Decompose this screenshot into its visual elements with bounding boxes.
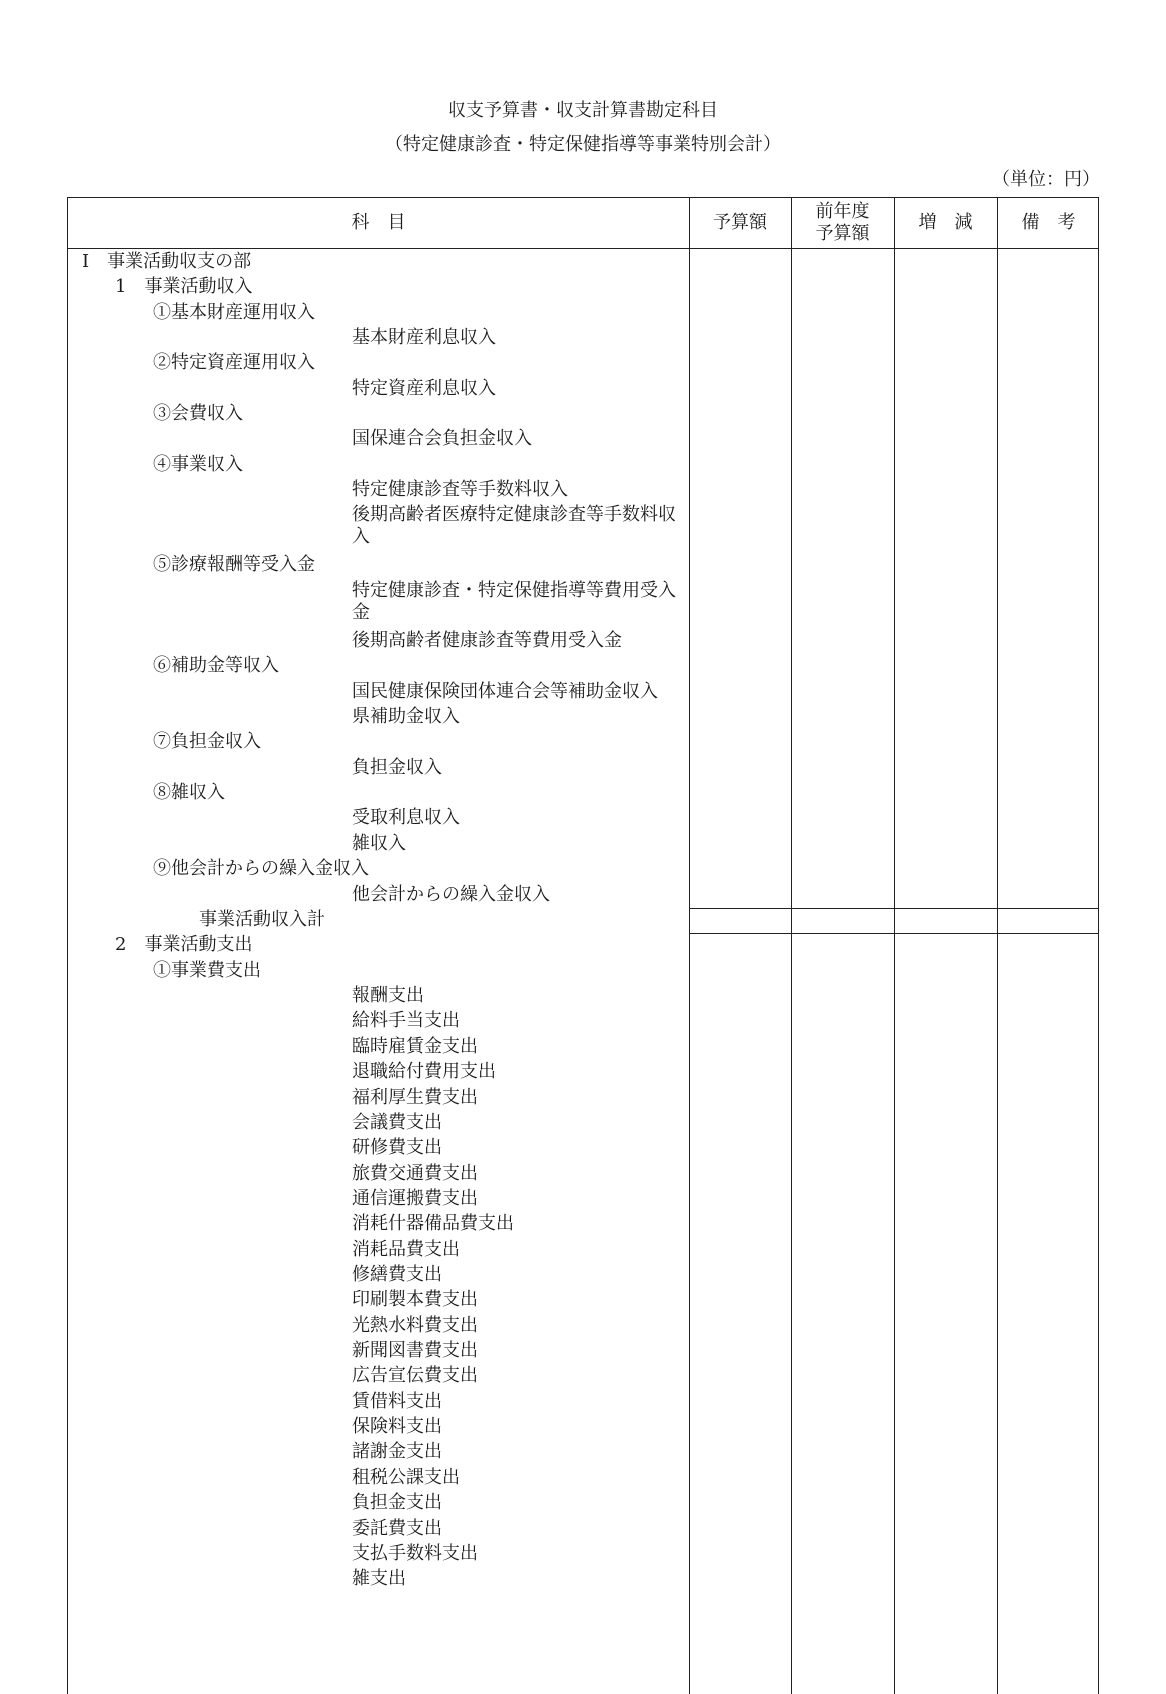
account-item: 負担金支出 bbox=[352, 1492, 442, 1513]
account-item: 新聞図書費支出 bbox=[352, 1340, 478, 1361]
subcategory-item: ⑧雑収入 bbox=[153, 782, 225, 803]
account-item: 広告宣伝費支出 bbox=[352, 1365, 478, 1386]
account-item: 負担金収入 bbox=[352, 757, 442, 778]
account-item: 印刷製本費支出 bbox=[352, 1289, 478, 1310]
account-item: 国民健康保険団体連合会等補助金収入 bbox=[352, 681, 658, 702]
header-budget: 予算額 bbox=[713, 212, 767, 233]
header-subject: 科 目 bbox=[351, 212, 406, 233]
account-item: 委託費支出 bbox=[352, 1518, 442, 1539]
subtotal-top-line bbox=[689, 908, 1098, 909]
subcategory-item: ①事業費支出 bbox=[153, 960, 261, 981]
account-item: 賃借料支出 bbox=[352, 1391, 442, 1412]
account-item: 雑収入 bbox=[352, 833, 406, 854]
account-item: 旅費交通費支出 bbox=[352, 1163, 478, 1184]
subcategory-item: ⑦負担金収入 bbox=[153, 731, 261, 752]
account-item: 後期高齢者医療特定健康診査等手数料収入 bbox=[352, 504, 676, 547]
header-divider bbox=[68, 248, 1098, 249]
subcategory-item: ①基本財産運用収入 bbox=[153, 302, 315, 323]
column-divider bbox=[791, 198, 792, 1694]
header-previous-line1: 前年度 bbox=[815, 201, 870, 222]
account-item: 特定健康診査・特定保健指導等費用受入金 bbox=[352, 580, 676, 623]
account-item: 県補助金収入 bbox=[352, 706, 460, 727]
section-heading: Ⅰ 事業活動収支の部 bbox=[82, 251, 252, 272]
subcategory-item: ②特定資産運用収入 bbox=[153, 352, 315, 373]
header-remarks: 備 考 bbox=[1021, 212, 1076, 233]
subcategory-item: ③会費収入 bbox=[153, 403, 243, 424]
account-item: 給料手当支出 bbox=[352, 1010, 460, 1031]
account-item: 退職給付費用支出 bbox=[352, 1061, 496, 1082]
account-item: 研修費支出 bbox=[352, 1137, 442, 1158]
header-previous-budget bbox=[791, 198, 894, 248]
account-item: 会議費支出 bbox=[352, 1112, 442, 1133]
account-item: 臨時雇賃金支出 bbox=[352, 1036, 478, 1057]
document-title: 収支予算書・収支計算書勘定科目 bbox=[448, 100, 718, 121]
subtotal-bottom-line bbox=[689, 933, 1098, 934]
header-change: 増 減 bbox=[918, 212, 973, 233]
account-item: 通信運搬費支出 bbox=[352, 1188, 478, 1209]
account-item: 福利厚生費支出 bbox=[352, 1087, 478, 1108]
column-divider bbox=[997, 198, 998, 1694]
account-item: 光熱水料費支出 bbox=[352, 1315, 478, 1336]
subcategory-item: ④事業収入 bbox=[153, 454, 243, 475]
column-divider bbox=[894, 198, 895, 1694]
account-item: 報酬支出 bbox=[352, 985, 424, 1006]
account-item: 雑支出 bbox=[352, 1568, 406, 1589]
document-subtitle: （特定健康診査・特定保健指導等事業特別会計） bbox=[385, 134, 781, 155]
category-heading: 1 事業活動収入 bbox=[115, 276, 253, 297]
account-item: 特定健康診査等手数料収入 bbox=[352, 479, 568, 500]
column-divider bbox=[689, 198, 690, 1694]
account-item: 消耗什器備品費支出 bbox=[352, 1213, 514, 1234]
subcategory-item: ⑨他会計からの繰入金収入 bbox=[153, 858, 369, 879]
account-item: 特定資産利息収入 bbox=[352, 378, 496, 399]
unit-label: （単位：円） bbox=[992, 169, 1100, 190]
account-item: 他会計からの繰入金収入 bbox=[352, 884, 550, 905]
account-item: 支払手数料支出 bbox=[352, 1543, 478, 1564]
account-item: 国保連合会負担金収入 bbox=[352, 428, 532, 449]
category-heading: 2 事業活動支出 bbox=[115, 934, 253, 955]
account-item: 租税公課支出 bbox=[352, 1467, 460, 1488]
account-item: 諸謝金支出 bbox=[352, 1441, 442, 1462]
account-item: 基本財産利息収入 bbox=[352, 327, 496, 348]
account-table bbox=[67, 197, 1099, 1694]
account-item: 修繕費支出 bbox=[352, 1264, 442, 1285]
subtotal-label: 事業活動収入計 bbox=[199, 909, 325, 930]
header-previous-line2: 予算額 bbox=[815, 223, 870, 244]
account-item: 受取利息収入 bbox=[352, 807, 460, 828]
account-item: 消耗品費支出 bbox=[352, 1239, 460, 1260]
subcategory-item: ⑥補助金等収入 bbox=[153, 655, 279, 676]
account-item: 後期高齢者健康診査等費用受入金 bbox=[352, 630, 622, 651]
account-item: 保険料支出 bbox=[352, 1416, 442, 1437]
subcategory-item: ⑤診療報酬等受入金 bbox=[153, 554, 315, 575]
